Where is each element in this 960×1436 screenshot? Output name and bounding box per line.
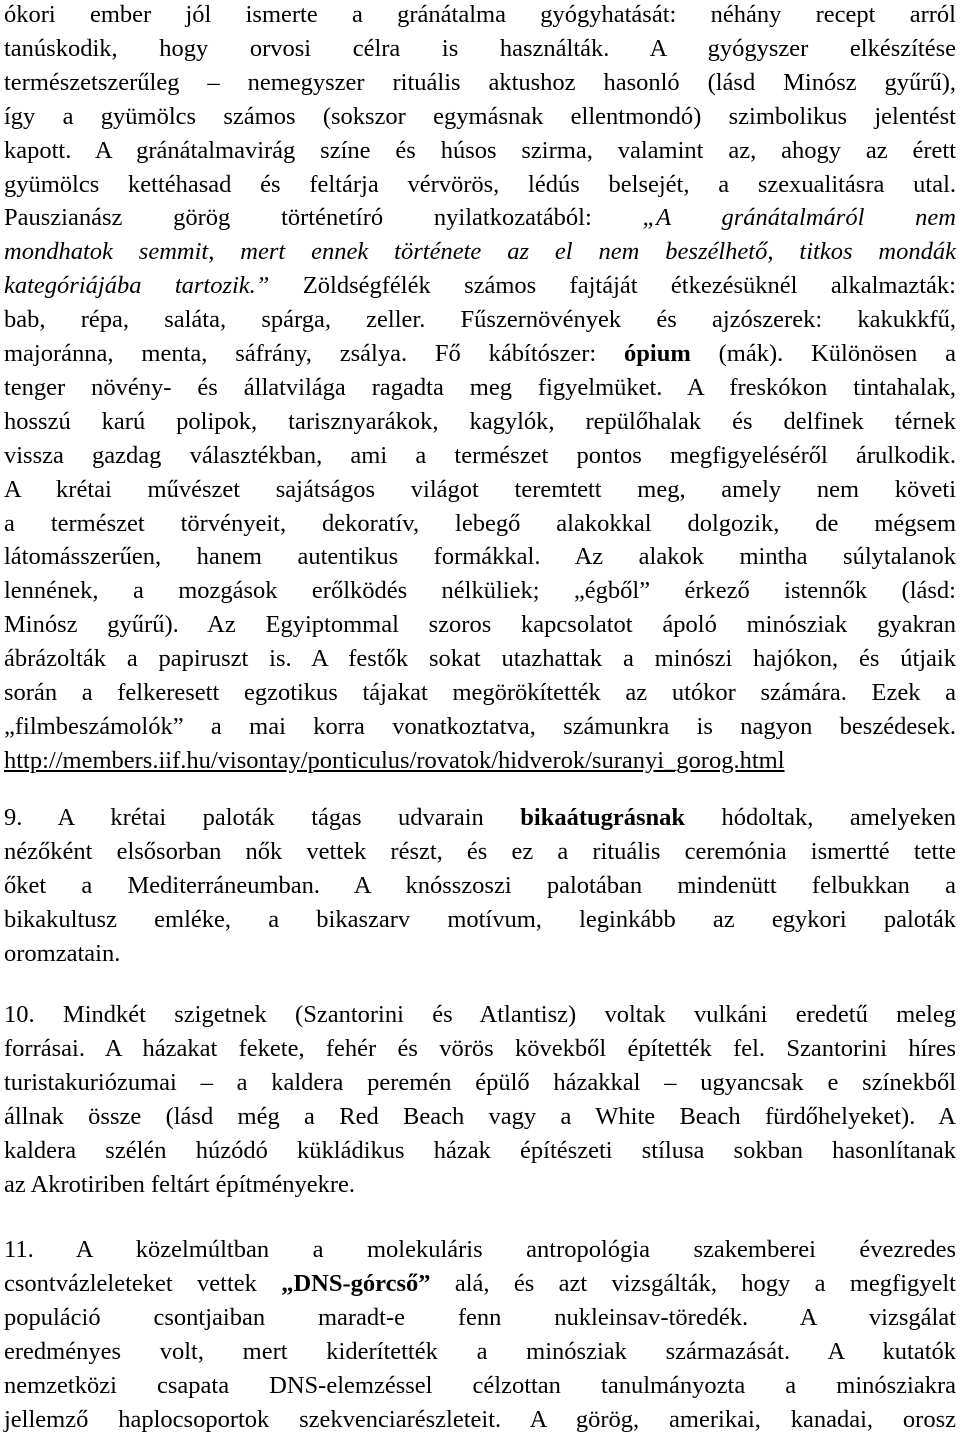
text-run: során a felkeresett egzotikus tájakat megörökítették az utókor számára. Ezek a — [4, 679, 956, 706]
text-run: nézőként elsősorban nők vettek részt, és ez a rituális ceremónia ismertté tette — [4, 837, 956, 865]
text-run: Pauszianász görög történetíró nyilatkozatából: — [4, 204, 643, 232]
text-line — [4, 271, 956, 301]
text-line — [4, 746, 956, 776]
text-run: lennének, a mozgások erőlködés nélküliek; „égből” érkező istennők (lásd: — [4, 577, 956, 605]
text-run: hódoltak, amelyeken — [685, 804, 956, 831]
text-line — [4, 136, 956, 166]
text-line — [4, 1269, 956, 1299]
text-line — [4, 1235, 956, 1265]
text-run: látomásszerűen, hanem autentikus formákkal. Az alakok mintha súlytalanok — [4, 543, 956, 571]
text-line — [4, 102, 956, 132]
text-line — [4, 407, 956, 437]
text-line — [4, 1405, 956, 1435]
text-line — [4, 610, 956, 640]
text-run: természetszerűleg – nemegyszer rituális aktushoz hasonló (lásd Minósz gyűrű), — [4, 68, 956, 96]
text-line — [4, 905, 956, 935]
text-run: 9. A krétai paloták tágas udvarain — [4, 804, 521, 831]
text-run: kaldera szélén húzódó kükládikus házak építészeti stílusa sokban hasonlítanak — [4, 1136, 956, 1164]
text-line — [4, 542, 956, 572]
text-line — [4, 576, 956, 606]
text-line — [4, 34, 956, 64]
text-run: őket a Mediterráneumban. A knósszoszi palotában mindenütt felbukkan a — [4, 871, 956, 899]
text-run: gyümölcs kettéhasad és feltárja vérvörös, lédús belsejét, a szexualitásra utal. — [4, 170, 956, 198]
text-line — [4, 871, 956, 901]
text-run: csontvázleleteket vettek — [4, 1269, 282, 1297]
text-run: forrásai. A házakat fekete, fehér és vörös kövekből építették fel. Szantorini híres — [4, 1034, 956, 1062]
text-run: populáció csontjaiban maradt-e fenn nukleinsav-töredék. A vizsgálat — [4, 1303, 956, 1331]
url-link[interactable]: http://members.iif.hu/visontay/ponticulus/rovatok/hidverok/suranyi_gorog.html — [4, 746, 785, 774]
text-line — [4, 837, 956, 867]
italic-quote: mondhatok semmit, mert ennek története az el nem beszélhető, titkos mondák — [4, 238, 956, 266]
text-run: az Akrotiriben feltárt építményekre. — [4, 1170, 356, 1198]
text-line — [4, 803, 956, 833]
text-line — [4, 170, 956, 200]
text-line — [4, 203, 956, 233]
text-run: 10. Mindkét szigetnek (Szantorini és Atlantisz) voltak vulkáni eredetű meleg — [4, 1001, 956, 1028]
bold-term: „DNS-górcső” — [281, 1269, 431, 1297]
text-run: nemzetközi csapata DNS-elemzéssel célzottan tanulmányozta a minósziakra — [4, 1371, 956, 1399]
text-line — [4, 678, 956, 708]
text-line — [4, 1170, 956, 1200]
text-run: „filmbeszámolók” a mai korra vonatkoztatva, számunkra is nagyon beszédesek. — [4, 712, 956, 740]
text-run: eredményes volt, mert kiderítették a minósziak származását. A kutatók — [4, 1337, 956, 1365]
text-line — [4, 1000, 956, 1030]
text-run: 11. A közelmúltban a molekuláris antropológia szakemberei évezredes — [4, 1236, 956, 1263]
italic-quote: „A gránátalmáról nem — [642, 204, 956, 232]
text-line — [4, 1068, 956, 1098]
text-run: jellemző haplocsoportok szekvenciarészleteit. A görög, amerikai, kanadai, orosz — [4, 1405, 956, 1433]
text-run: turistakuriózumai – a kaldera peremén épülő házakkal – ugyancsak e színekből — [4, 1068, 956, 1096]
text-line — [4, 441, 956, 471]
text-line — [4, 1303, 956, 1333]
text-line — [4, 475, 956, 505]
text-run: állnak össze (lásd még a Red Beach vagy a White Beach fürdőhelyeket). A — [4, 1102, 956, 1130]
text-line — [4, 1337, 956, 1367]
text-run: Zöldségfélék számos fajtáját étkezésüknél alkalmazták: — [269, 272, 956, 300]
text-line — [4, 237, 956, 267]
text-run: alá, és azt vizsgálták, hogy a megfigyelt — [430, 1269, 956, 1297]
text-run: A krétai művészet sajátságos világot teremtett meg, amely nem követi — [4, 475, 956, 503]
text-line — [4, 0, 956, 30]
text-line — [4, 373, 956, 403]
text-run: oromzatain. — [4, 939, 121, 967]
text-line — [4, 339, 956, 369]
text-run: bab, répa, saláta, spárga, zeller. Fűszernövények és ajzószerek: kakukkfű, — [4, 306, 956, 334]
text-run: majoránna, menta, sáfrány, zsálya. Fő kábítószer: — [4, 340, 625, 367]
text-line — [4, 644, 956, 674]
text-run: így a gyümölcs számos (sokszor egymásnak ellentmondó) szimbolikus jelentést — [4, 102, 956, 130]
bold-term: bikaátugrásnak — [520, 804, 686, 831]
text-run: tanúskodik, hogy orvosi célra is használták. A gyógyszer elkészítése — [4, 34, 956, 62]
text-line — [4, 509, 956, 539]
text-run: ókori ember jól ismerte a gránátalma gyógyhatását: néhány recept arról — [4, 1, 956, 28]
text-run: kapott. A gránátalmavirág színe és húsos szirma, valamint az, ahogy az érett — [4, 136, 956, 164]
text-run: bikakultusz emléke, a bikaszarv motívum, leginkább az egykori paloták — [4, 905, 956, 933]
text-line — [4, 939, 956, 969]
text-line — [4, 1371, 956, 1401]
text-run: tenger növény- és állatvilága ragadta meg figyelmüket. A freskókon tintahalak, — [4, 373, 956, 401]
bold-term: ópium — [624, 340, 691, 367]
text-line — [4, 305, 956, 335]
text-line — [4, 1034, 956, 1064]
text-run: (mák). Különösen a — [690, 340, 956, 367]
italic-quote: kategóriájába tartozik.” — [4, 272, 270, 300]
text-line — [4, 1102, 956, 1132]
text-line — [4, 712, 956, 742]
text-line — [4, 68, 956, 98]
text-run: ábrázolták a papiruszt is. A festők sokat utazhattak a minószi hajókon, és útjaik — [4, 645, 956, 673]
text-run: vissza gazdag választékban, ami a természet pontos megfigyeléséről árulkodik. — [4, 441, 956, 469]
text-run: a természet törvényeit, dekoratív, lebegő alakokkal dolgozik, de mégsem — [4, 509, 956, 537]
text-run: Minósz gyűrű). Az Egyiptommal szoros kapcsolatot ápoló minósziak gyakran — [4, 611, 956, 639]
text-line — [4, 1136, 956, 1166]
text-run: hosszú karú polipok, tarisznyarákok, kagylók, repülőhalak és delfinek térnek — [4, 407, 956, 435]
